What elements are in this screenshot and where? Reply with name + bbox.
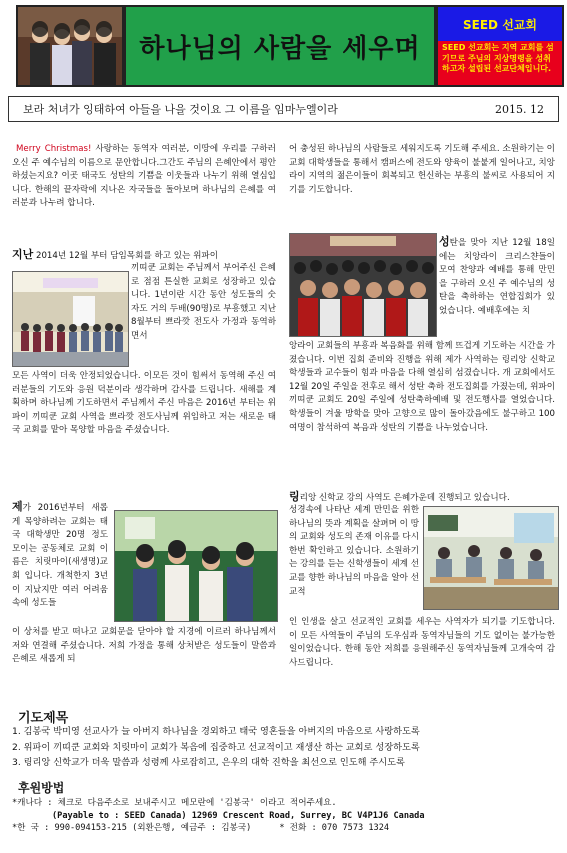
classroom-photo	[423, 506, 559, 610]
issue-date: 2015. 12	[495, 102, 544, 116]
support-canada: *캐나다 : 체크로 다음주소로 보내주시고 메모란에 '김봉국' 이라고 적어주세요.	[12, 798, 337, 808]
section-christmas-continued	[289, 340, 555, 435]
prayer-item: 2. 위파이 끼띠쿤 교회와 치릿마이 교회가 복음에 집중하고 선교적이고 재생산 하는 교회로 성장하도록	[12, 741, 420, 753]
section-chirit-continued	[12, 626, 276, 667]
section-chirit-wrap	[12, 500, 108, 611]
seminary-text-bottom: 인 인생을 살고 선교적인 교회를 세우는 사역자가 되기를 기도합니다. 이 모든 사역들이 주님의 도우심과 동역자님들의 기도 없이는 불가능한 일이었습니다. 한해 동안 저희를 응원해주신 동역자님들께 고개숙여 감사드립니다.	[289, 617, 555, 668]
section-seminary-continued	[289, 616, 555, 670]
section-vipai-wrap	[131, 262, 276, 344]
chirit-text-end: 어 충성된 하나님의 사람들로 세워지도록 기도해 주세요. 소원하기는 이 교회 대학생들을 통해서 캠퍼스에 전도와 양육이 불붙게 일어나고, 치앙라이 지역의 젊은이들이 회복되고 헌신하는 부흥의 불씨로 사용되어 지기를 기도합니다.	[289, 144, 555, 195]
vipai-text-bottom: 모든 사역이 더욱 안정되었습니다. 이모든 것이 힘써서 동역해 주신 여러분들의 기도와 응원 덕분이라 생각하며 감사를 드립니다. 새해를 계획하며 하나님께 기도하면서 주님께서 주신 마음은 2016년 부터는 위파이 끼띠쿤 교회 사역을 쁘라깟 전도사님께 위임하고 저는 새로운 태국 교회를 맡아 목양할 마음을 주셨습니다.	[12, 371, 276, 436]
support-heading: 후원방법	[18, 781, 65, 795]
lead-char: 지난	[12, 248, 34, 261]
section-prayer-request	[289, 143, 555, 197]
prayer-item: 3. 링리앙 신학교가 더욱 말씀과 성령께 사로잡히고, 은우의 대학 진학을 최선으로 인도해 주시도록	[12, 757, 405, 768]
intro-paragraph	[12, 143, 276, 215]
chirit-text-bottom: 이 상처를 받고 떠나고 교회문을 닫아야 할 지경에 이르러 하나님께서 저와 연결해 주셨습니다. 저희 가정을 통해 상처받은 성도들이 말씀과 은혜로 새롭게 되	[12, 627, 276, 665]
support-korea: *한 국 : 990-094153-215 (외환은행, 예금주 : 김봉국)	[12, 823, 252, 833]
support-phone: * 전화 : 070 7573 1324	[279, 823, 390, 833]
church-photo	[12, 271, 129, 367]
verse-text: 보라 처녀가 잉태하여 아들을 나을 것이요 그 이름을 임마누엘이라	[23, 103, 338, 116]
support-info	[12, 797, 557, 835]
seminary-lead-line: 리앙 신학교 강의 사역도 은혜가운데 진행되고 있습니다.	[299, 493, 510, 503]
newsletter-title	[124, 5, 436, 87]
chirit-text-top: 가 2016년부터 새롭게 목양하려는 교회는 태국 대학생만 20명 정도 모이는 공동체로 교회 이름은 치릿마이(새생명)교회 입니다. 개척한지 3년이 지났지만 여러 어려움 속에 성도들	[12, 503, 108, 609]
christmas-text-top: 탄을 맞아 지난 12월 18일에는 치앙라이 크리스챤들이 모여 찬양과 예배를 통해 만민을 구하러 오신 주 예수님의 성탄을 축하하는 연합집회가 있었습니다. 예배후에는 치	[439, 238, 555, 316]
prayer-list	[12, 724, 557, 771]
lead-line: 2014년 12월 부터 담임목회를 하고 있는 위파이	[33, 251, 219, 261]
org-description: SEED 선교회는 지역 교회를 섬기므로 주님의 지상명령을 성취하고자 설립된 선교단체입니다.	[438, 41, 562, 85]
prayer-item: 1. 김봉국 박미영 선교사가 늘 아버지 하나님을 경외하고 태국 영혼들을 아버지의 마음으로 사랑하도록	[12, 726, 420, 737]
family-photo	[16, 5, 124, 87]
masthead	[8, 5, 558, 87]
org-box	[436, 5, 564, 87]
org-name: SEED 선교회	[438, 7, 562, 41]
students-photo	[114, 510, 278, 622]
section-christmas-wrap	[439, 235, 555, 319]
vipai-text-top: 끼띠쿤 교회는 주님께서 부어주신 은혜로 점점 튼실한 교회로 성장하고 있습니다. 1년이란 시간 동안 성도들의 숫자도 거의 두배(90명)로 부흥했고 지난 8월부터 쁘라깟 전도사 가정과 동역하면서	[131, 263, 276, 341]
christmas-gathering-photo	[289, 233, 437, 337]
section-vipai-continued	[12, 370, 276, 438]
lead-char: 성	[439, 235, 450, 248]
prayer-heading: 기도제목	[18, 711, 69, 726]
christmas-text-bottom: 앙라이 교회들의 부흥과 복음화를 위해 함께 뜨겁게 기도하는 시간을 가졌습니다. 이번 집회 준비와 진행을 위해 제가 사역하는 링리앙 신학교 학생들과 교수들이 힘과 마음을 다해 열심히 섬겼습니다. 개 교회에서도 12월 20일 주일을 전후로 해서 성탄 축하 전도집회를 가졌는데, 위파이 끼띠쿤 교회도 20일 주일에 성탄축하예배 및 전도행사를 열었습니다. 학생들이 겨울 방학을 맞아 고향으로 많이 돌아갔음에도 불구하고 100여명이 참석하여 복음과 성탄의 기쁨을 나누었습니다.	[289, 341, 555, 433]
support-korea-row	[12, 822, 557, 835]
verse-banner	[8, 96, 559, 122]
intro-text: 사랑하는 동역자 여러분, 이땅에 우리를 구하러 오신 주 예수님의 이름으로 문안합니다.그간도 주님의 은혜안에서 평안하셨는지요? 이곳 태국도 성탄의 기쁨을 이웃들과 나누기 위해 열심입니다. 한해의 끝자락에 지나온 자국들을 돌아보며 하나님의 은혜를 여러분과 나누려 합니다.	[12, 144, 276, 209]
seminary-text-top: 성경속에 나타난 세계 만민을 위한 하나님의 뜻과 계획을 살펴며 이 땅의 교회와 성도의 존재 이유를 다시 한번 확인하고 있습니다. 소원하기는 강의를 듣는 신학생들이 세계 선교를 향한 하나님의 마음을 알아 선교적	[289, 505, 419, 597]
lead-char: 제	[12, 500, 23, 513]
greeting: Merry Christmas!	[16, 144, 92, 154]
title-text: 하나님의 사람을 세우며	[139, 33, 421, 64]
lead-char: 링	[289, 490, 300, 503]
section-seminary-wrap	[289, 504, 419, 599]
support-payable: (Payable to : SEED Canada) 12969 Crescent Road, Surrey, BC V4P1J6 Canada	[52, 810, 425, 821]
